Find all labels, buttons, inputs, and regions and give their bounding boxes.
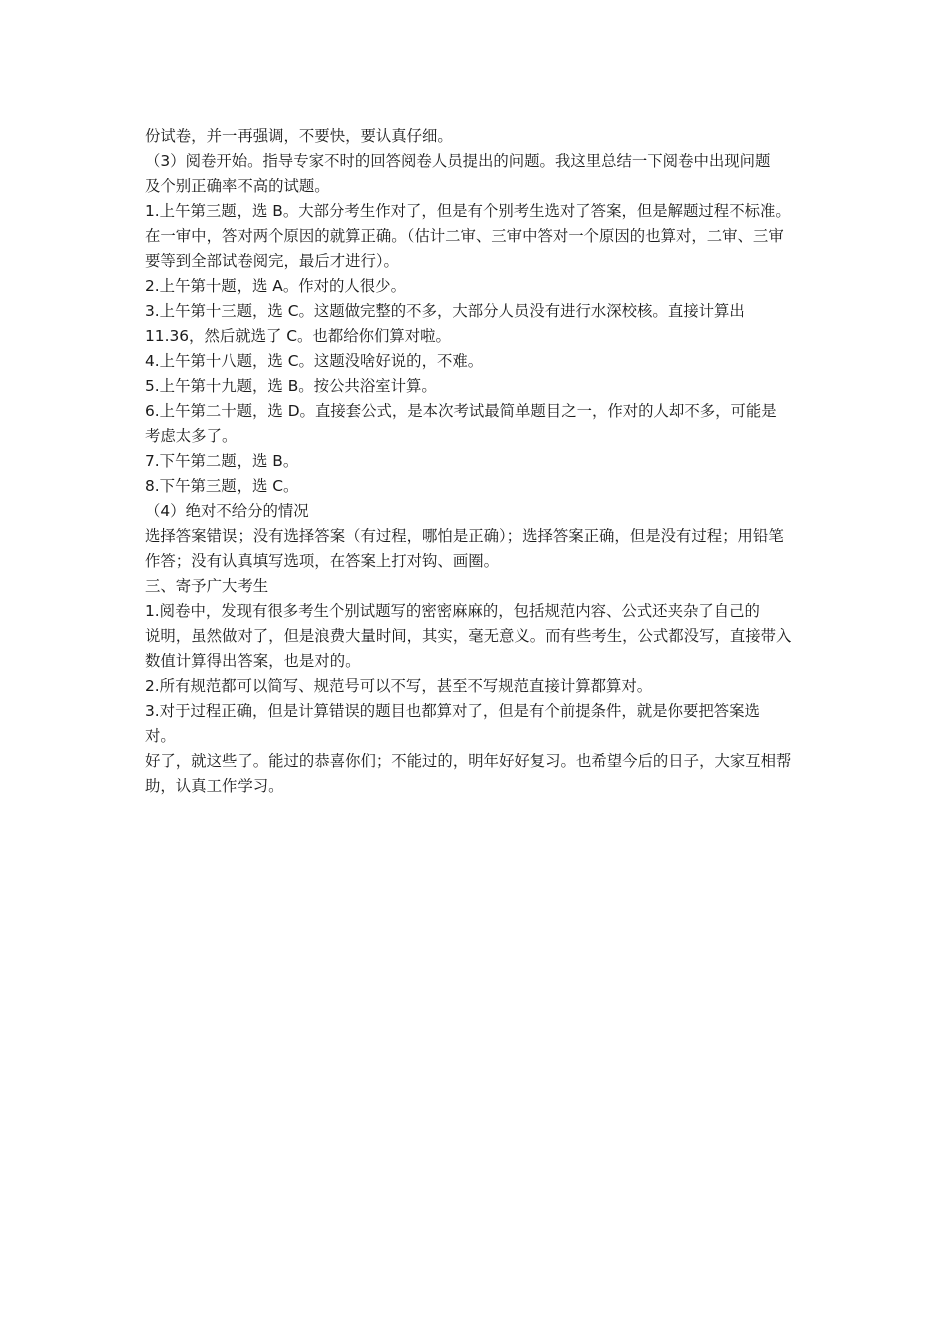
text-line: 3.上午第十三题，选 C。这题做完整的不多，大部分人员没有进行水深校核。直接计算出 xyxy=(145,302,745,320)
text-line: 作答；没有认真填写选项，在答案上打对钩、画圈。 xyxy=(145,552,499,570)
text-line: 11.36，然后就选了 C。也都给你们算对啦。 xyxy=(145,327,451,345)
text-line: 说明，虽然做对了，但是浪费大量时间，其实，毫无意义。而有些考生，公式都没写，直接带入 xyxy=(145,627,792,645)
text-line: 对。 xyxy=(145,727,176,745)
section-heading: 三、寄予广大考生 xyxy=(145,577,269,595)
text-line: 2.上午第十题，选 A。作对的人很少。 xyxy=(145,277,406,295)
text-line: 8.下午第三题，选 C。 xyxy=(145,477,299,495)
text-line: 1.上午第三题，选 B。大部分考生作对了，但是有个别考生选对了答案，但是解题过程不标准。 xyxy=(145,202,791,220)
text-line: 5.上午第十九题，选 B。按公共浴室计算。 xyxy=(145,377,437,395)
text-line: 2.所有规范都可以简写、规范号可以不写，甚至不写规范直接计算都算对。 xyxy=(145,677,653,695)
text-line: 好了，就这些了。能过的恭喜你们；不能过的，明年好好复习。也希望今后的日子，大家互相帮 xyxy=(145,752,792,770)
text-line: 6.上午第二十题，选 D。直接套公式，是本次考试最简单题目之一，作对的人却不多，可能是 xyxy=(145,402,777,420)
text-line: 份试卷，并一再强调，不要快，要认真仔细。 xyxy=(145,127,453,145)
text-line: 3.对于过程正确，但是计算错误的题目也都算对了，但是有个前提条件，就是你要把答案选 xyxy=(145,702,760,720)
text-line: （3）阅卷开始。指导专家不时的回答阅卷人员提出的问题。我这里总结一下阅卷中出现问题 xyxy=(145,152,771,170)
text-line: 考虑太多了。 xyxy=(145,427,238,445)
section-heading: （4）绝对不给分的情况 xyxy=(145,502,309,520)
text-line: 助，认真工作学习。 xyxy=(145,777,284,795)
text-line: 数值计算得出答案，也是对的。 xyxy=(145,652,361,670)
text-line: 及个别正确率不高的试题。 xyxy=(145,177,330,195)
text-line: 要等到全部试卷阅完，最后才进行）。 xyxy=(145,252,399,270)
text-line: 选择答案错误；没有选择答案（有过程，哪怕是正确）；选择答案正确，但是没有过程；用铅笔 xyxy=(145,527,784,545)
text-line: 4.上午第十八题，选 C。这题没啥好说的，不难。 xyxy=(145,352,484,370)
text-line: 1.阅卷中，发现有很多考生个别试题写的密密麻麻的，包括规范内容、公式还夹杂了自己的 xyxy=(145,602,760,620)
document-body xyxy=(145,124,810,799)
text-line: 7.下午第二题，选 B。 xyxy=(145,452,299,470)
text-line: 在一审中，答对两个原因的就算正确。（估计二审、三审中答对一个原因的也算对，二审、三审 xyxy=(145,227,784,245)
